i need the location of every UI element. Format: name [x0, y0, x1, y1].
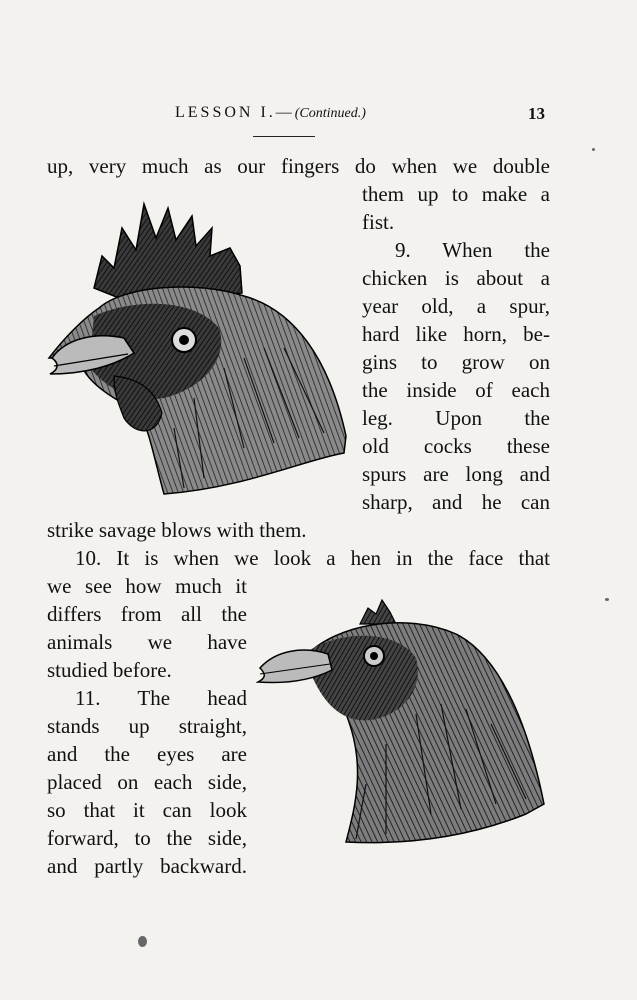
lesson-title: LESSON I.—: [175, 104, 295, 121]
text-line-26: and partly backward.: [47, 854, 247, 878]
text-line-14: strike savage blows with them.: [47, 518, 307, 542]
rooster-head-illustration: [44, 198, 356, 498]
text-line-22: and the eyes are: [47, 742, 247, 766]
ink-spot: [592, 148, 595, 151]
running-header: [175, 104, 366, 122]
header-rule: [253, 136, 315, 137]
text-line-9: the inside of each: [362, 378, 550, 402]
text-line-10: leg. Upon the: [362, 406, 550, 430]
ink-spot: [138, 936, 147, 947]
text-line-11: old cocks these: [362, 434, 550, 458]
text-line-5: chicken is about a: [362, 266, 550, 290]
text-line-12: spurs are long and: [362, 462, 550, 486]
paragraph-10-start: 10. It is when we look a hen in the face that: [75, 546, 550, 570]
text-line-18: animals we have: [47, 630, 247, 654]
text-line-19: studied before.: [47, 658, 172, 682]
text-line-16: we see how much it: [47, 574, 247, 598]
text-line-2: them up to make a: [362, 182, 550, 206]
text-line-13: sharp, and he can: [362, 490, 550, 514]
paragraph-9-start: 9. When the: [395, 238, 550, 262]
text-line-6: year old, a spur,: [362, 294, 550, 318]
page-number: 13: [528, 104, 545, 123]
text-line-24: so that it can look: [47, 798, 247, 822]
hen-head-illustration: [256, 594, 552, 854]
text-line-23: placed on each side,: [47, 770, 247, 794]
text-line-1: up, very much as our fingers do when we double: [47, 154, 550, 178]
ink-spot: [605, 598, 609, 601]
text-line-21: stands up straight,: [47, 714, 247, 738]
text-line-25: forward, to the side,: [47, 826, 247, 850]
paragraph-11-start: 11. The head: [75, 686, 247, 710]
text-line-7: hard like horn, be-: [362, 322, 550, 346]
text-line-3: fist.: [362, 210, 395, 234]
continued-label: (Continued.): [294, 106, 366, 121]
text-line-17: differs from all the: [47, 602, 247, 626]
text-line-8: gins to grow on: [362, 350, 550, 374]
